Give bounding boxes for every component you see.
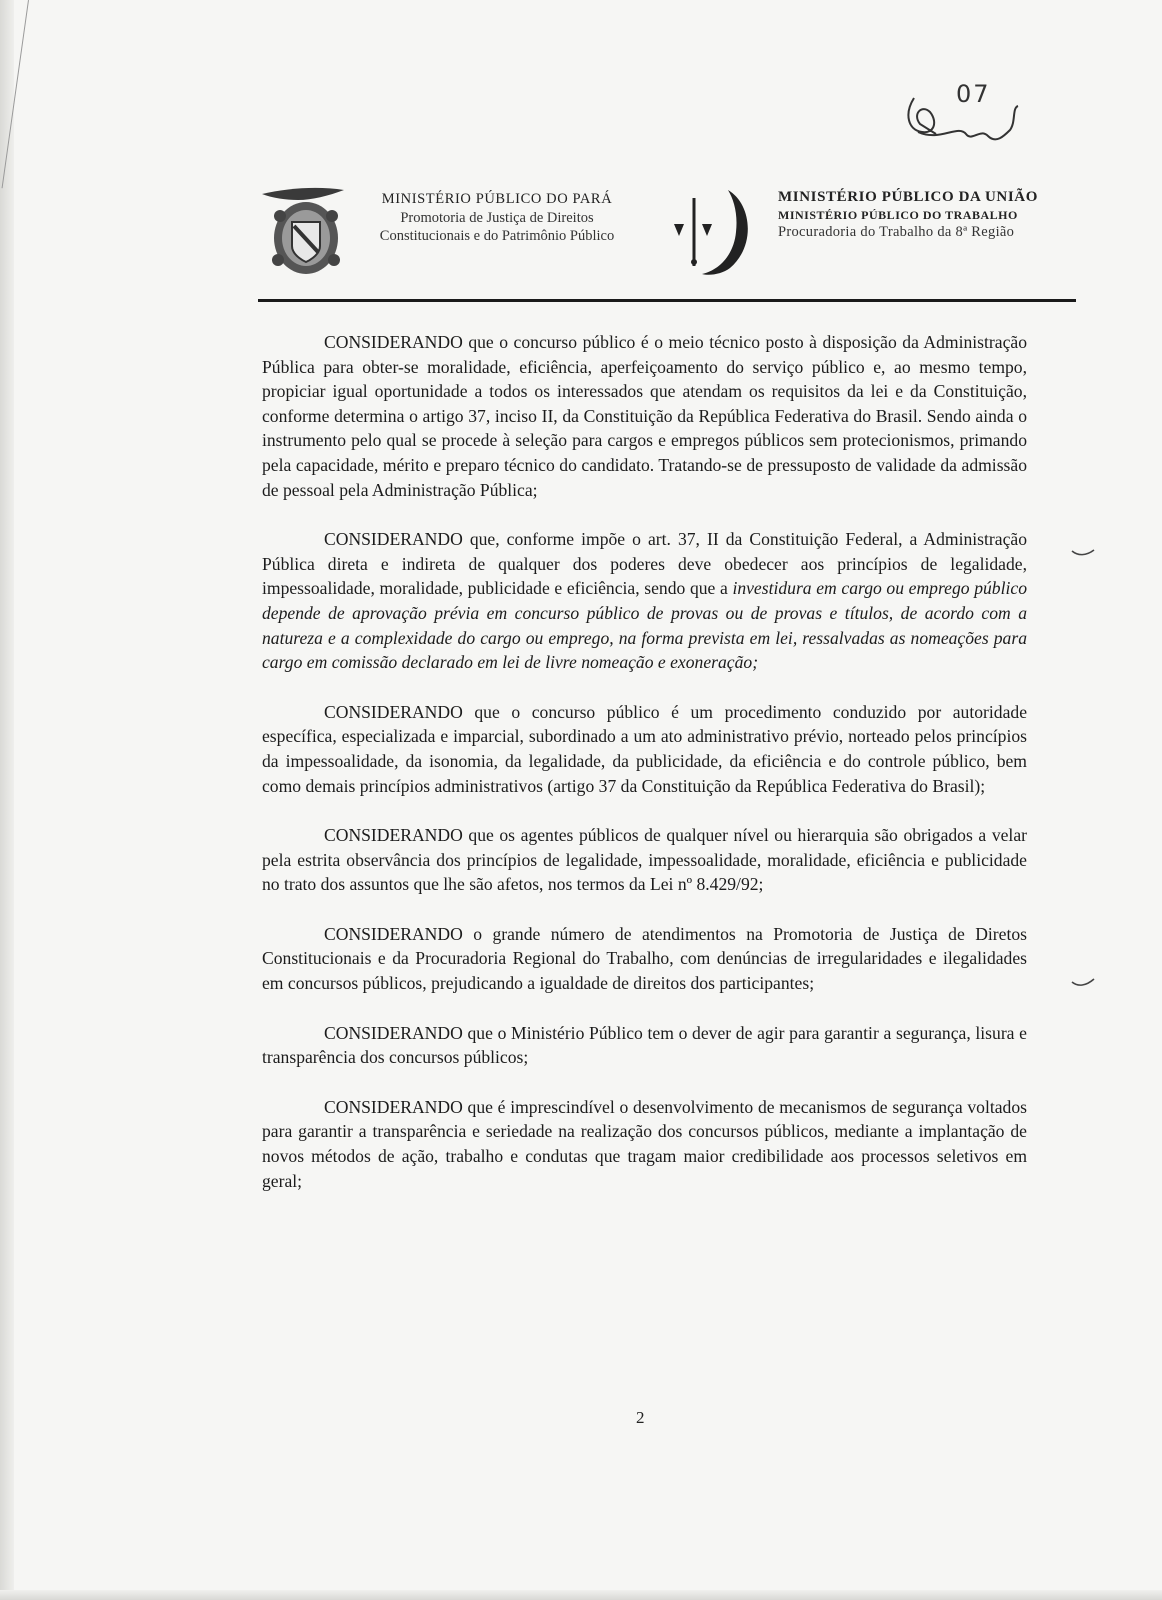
paragraph-7: CONSIDERANDO que é imprescindível o desenvolvimento de mecanismos de segurança voltados para garantir a transparência e seriedade na realização dos concursos públicos, mediante a implantação de novos métodos de ação, trabalho e condutas que tragam maior credibilidade aos processos seletivos em geral; — [262, 1096, 1027, 1191]
paragraph-1: CONSIDERANDO que o concurso público é o meio técnico posto à disposição da Administração Pública para obter-se moralidade, eficiência, aperfeiçoamento do serviço público e, ao mesmo tempo, propiciar igual oportunidade a todos os interessados que atendam os requisitos da lei e da Constituição, conforme determina o artigo 37, inciso II, da Constituição da República Federativa do Brasil. Sendo ainda o instrumento pelo qual se procede à seleção para cargos e empregos públicos sem protecionismos, primando pela capacidade, mérito e preparo técnico do candidato. Tratando-se de pressuposto de validade da admissão de pessoal pela Administração Pública; — [262, 332, 1027, 500]
paragraph-3: CONSIDERANDO que o concurso público é um procedimento conduzido por autoridade específica, especializada e imparcial, subordinado a um ato administrativo prévio, norteado pelos princípios da impessoalidade, da isonomia, da legalidade, da publicidade, da eficiência e do controle público, bem como demais princípios administrativos (artigo 37 da Constituição da República Federativa do Brasil); — [262, 701, 1027, 796]
margin-tick-mark — [1070, 548, 1096, 558]
header-left-text — [362, 190, 632, 245]
paragraph-4: CONSIDERANDO que os agentes públicos de qualquer nível ou hierarquia são obrigados a velar pela estrita observância dos princípios de legalidade, impessoalidade, moralidade, eficiência e publicidade no trato dos assuntos que lhe são afetos, nos termos da Lei nº 8.429/92; — [262, 825, 1027, 895]
paragraph-6: CONSIDERANDO que o Ministério Público tem o dever de agir para garantir a segurança, lisura e transparência dos concursos públicos; — [262, 1022, 1027, 1068]
document-body — [262, 330, 1027, 1193]
header-left-block — [258, 186, 638, 286]
header-right-block — [778, 188, 1078, 242]
paragraph-2 — [262, 527, 1027, 675]
org-sub-left-2: Constitucionais e do Patrimônio Público — [379, 228, 615, 244]
margin-tick-mark — [1070, 978, 1096, 988]
org-name-right: MINISTÉRIO PÚBLICO DA UNIÃO — [778, 189, 1038, 205]
handwritten-signature — [900, 78, 1040, 158]
header-divider — [258, 299, 1076, 302]
page-number: 2 — [636, 1408, 645, 1427]
paragraph-2-italic-quote: investidura em cargo ou emprego público depende de aprovação prévia em concurso público de provas ou de provas e títulos, de acordo com a natureza e a complexidade do cargo ou emprego, na forma prevista em lei, ressalvadas as nomeações para cargo em comissão declarado em lei de livre nomeação e exoneração; — [262, 578, 1027, 673]
folio-number: 07 — [956, 80, 991, 108]
paragraph-5: CONSIDERANDO o grande número de atendimentos na Promotoria de Justiça de Diretos Constitucionais e da Procuradoria Regional do Trabalho, com denúncias de irregularidades e ilegalidades em concursos públicos, prejudicando a igualdade de direitos dos participantes; — [262, 923, 1027, 994]
scanned-page-edge — [0, 0, 14, 1600]
scanned-page-bottom-edge — [0, 1590, 1162, 1600]
org-sub-left-1: Promotoria de Justiça de Direitos — [400, 210, 594, 226]
org-sub-name-right: MINISTÉRIO PÚBLICO DO TRABALHO — [778, 208, 1018, 222]
mpu-emblem-icon — [672, 184, 762, 280]
org-name-left: MINISTÉRIO PÚBLICO DO PARÁ — [381, 191, 613, 207]
para-coat-of-arms-icon — [258, 186, 358, 282]
org-sub-right: Procuradoria do Trabalho da 8ª Região — [778, 224, 1015, 240]
paragraph-2-text: CONSIDERANDO que, conforme impõe o art. 37, II da Constituição Federal, a Administração Pública direta e indireta de qualquer dos poderes deve obedecer aos princípios de legalidade, impessoalidade, moralidade, publicidade e eficiência, sendo que a — [262, 529, 1027, 599]
